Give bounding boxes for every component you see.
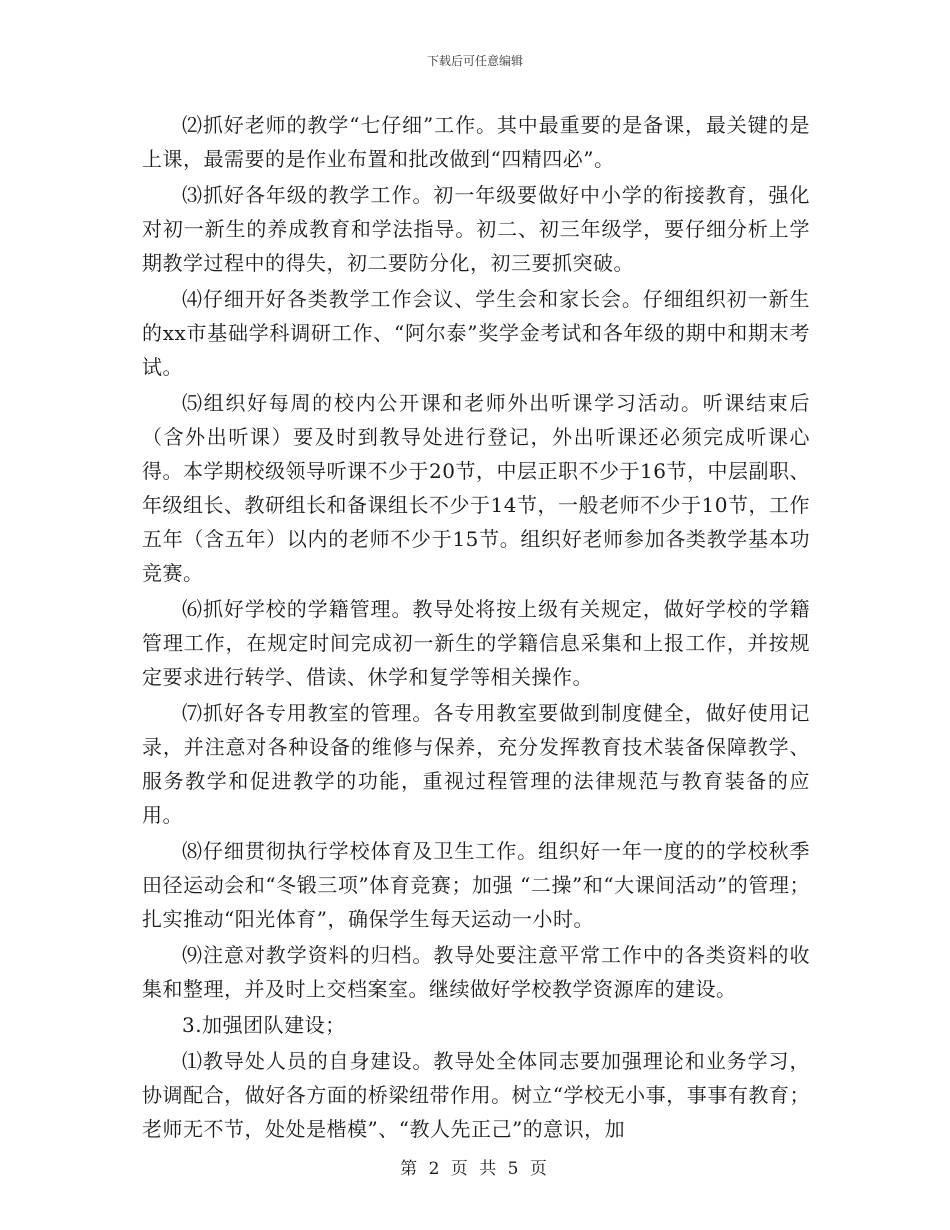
- section-heading-team-building: 3.加强团队建设；: [182, 1013, 346, 1037]
- paragraph-1-staff-development: ⑴教导处人员的自身建设。教导处全体同志要加强理论和业务学习，协调配合，做好各方面的桥梁纽带作用。树立“学校无小事，事事有教育；老师无不节，处处是楷模”、“教人先正己”的意识，加: [142, 1049, 810, 1141]
- page-number: 第 2 页 共 5 页: [400, 1159, 550, 1179]
- paragraph-7-classrooms: ⑺抓好各专用教室的管理。各专用教室要做到制度健全，做好使用记录，并注意对各种设备的维修与保养，充分发挥教育技术装备保障教学、服务教学和促进教学的功能，重视过程管理的法律规范与教育装备的应用。: [142, 701, 810, 827]
- paragraph-5-open-classes: ⑸组织好每周的校内公开课和老师外出听课学习活动。听课结束后（含外出听课）要及时到教导处进行登记，外出听课还必须完成听课心得。本学期校级领导听课不少于20节，中层正职不少于16节，中层副职、年级组长、教研组长和备课组长不少于14节，一般老师不少于10节，工作五年（含五年）以内的老师不少于15节。组织好老师参加各类教学基本功竞赛。: [142, 391, 810, 585]
- paragraph-6-enrollment: ⑹抓好学校的学籍管理。教导处将按上级有关规定，做好学校的学籍管理工作，在规定时间完成初一新生的学籍信息采集和上报工作，并按规定要求进行转学、借读、休学和复学等相关操作。: [142, 597, 810, 689]
- paragraph-8-sports-health: ⑻仔细贯彻执行学校体育及卫生工作。组织好一年一度的的学校秋季田径运动会和“冬锻三项”体育竞赛；加强 “二操”和“大课间活动”的管理；扎实推动“阳光体育”，确保学生每天运动一小时。: [142, 839, 810, 931]
- paragraph-3-grade-teaching: ⑶抓好各年级的教学工作。初一年级要做好中小学的衔接教育，强化对初一新生的养成教育和学法指导。初二、初三年级学，要仔细分析上学期教学过程中的得失，初二要防分化，初三要抓突破。: [142, 183, 810, 275]
- page-header: 下载后可任意编辑: [426, 54, 523, 68]
- document-body: [142, 108, 810, 1148]
- paragraph-4-meetings-exams: ⑷仔细开好各类教学工作会议、学生会和家长会。仔细组织初一新生的xx市基础学科调研工作、“阿尔泰”奖学金考试和各年级的期中和期末考试。: [142, 287, 810, 379]
- paragraph-9-archiving: ⑼注意对教学资料的归档。教导处要注意平常工作中的各类资料的收集和整理，并及时上交档案室。继续做好学校教学资源库的建设。: [142, 943, 810, 1001]
- paragraph-2-lesson-prep: ⑵抓好老师的教学“七仔细”工作。其中最重要的是备课，最关键的是上课，最需要的是作业布置和批改做到“四精四必”。: [142, 113, 810, 171]
